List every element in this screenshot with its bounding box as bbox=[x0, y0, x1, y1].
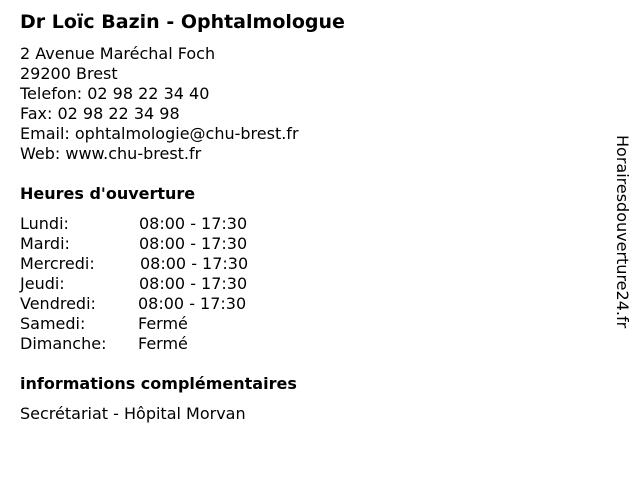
opening-hours-heading: Heures d'ouverture bbox=[20, 184, 196, 203]
hours-value: 08:00 - 17:30 bbox=[139, 214, 248, 233]
address-street: 2 Avenue Maréchal Foch bbox=[20, 44, 216, 63]
day-label: Vendredi: bbox=[20, 294, 96, 313]
site-watermark: Horairesdouverture24.fr bbox=[613, 135, 632, 329]
hours-value: Fermé bbox=[138, 334, 188, 353]
email-line: Email: ophtalmologie@chu-brest.fr bbox=[20, 124, 299, 143]
contact-block bbox=[20, 44, 299, 164]
hours-value: 08:00 - 17:30 bbox=[140, 254, 249, 273]
hours-value: Fermé bbox=[138, 314, 188, 333]
additional-info-heading: informations complémentaires bbox=[20, 374, 297, 393]
day-label: Samedi: bbox=[20, 314, 86, 333]
address-city: 29200 Brest bbox=[20, 64, 118, 83]
phone-line: Telefon: 02 98 22 34 40 bbox=[20, 84, 210, 103]
page-title: Dr Loïc Bazin - Ophtalmologue bbox=[20, 11, 345, 33]
fax-line: Fax: 02 98 22 34 98 bbox=[20, 104, 180, 123]
hours-value: 08:00 - 17:30 bbox=[139, 234, 248, 253]
hours-value: 08:00 - 17:30 bbox=[139, 274, 248, 293]
day-label: Lundi: bbox=[20, 214, 69, 233]
day-label: Mardi: bbox=[20, 234, 70, 253]
day-label: Jeudi: bbox=[20, 274, 65, 293]
hours-value: 08:00 - 17:30 bbox=[138, 294, 247, 313]
day-label: Mercredi: bbox=[20, 254, 95, 273]
day-label: Dimanche: bbox=[20, 334, 107, 353]
web-line: Web: www.chu-brest.fr bbox=[20, 144, 202, 163]
additional-info-text: Secrétariat - Hôpital Morvan bbox=[20, 404, 246, 423]
